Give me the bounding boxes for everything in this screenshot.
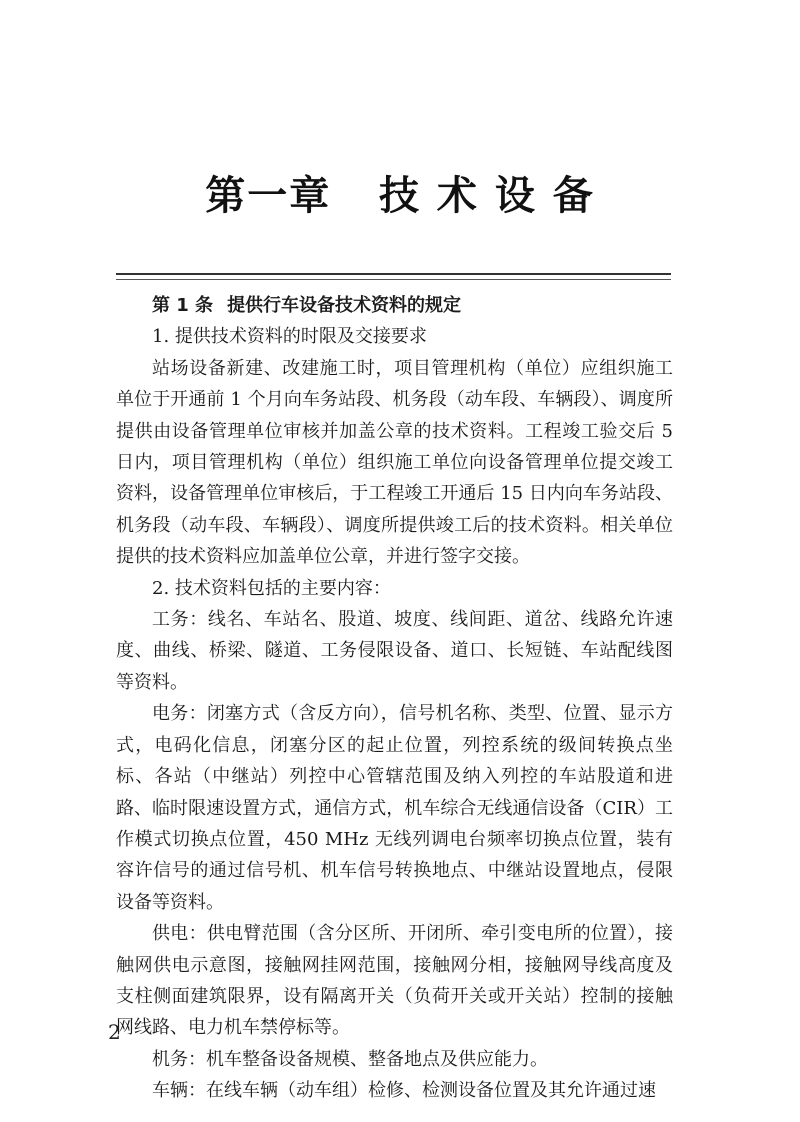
paragraph-vehicles: 车辆：在线车辆（动车组）检修、检测设备位置及其允许通过速 — [152, 1080, 656, 1102]
article-heading — [116, 290, 673, 321]
paragraph-submission: 站场设备新建、改建施工时，项目管理机构（单位）应组织施工单位于开通前 1 个月向车务站段、机务段（动车段、车辆段）、调度所提供由设备管理单位审核并加盖公章的技术资料。工程竣工验交后 5 日内，项目管理机构（单位）组织施工单位向设备管理单位提交竣工资料，设备管理单位审核后，于工程竣工开通后 15 日内向车务站段、机务段（动车段、车辆段）、调度所提供竣工后的技术资料。相关单位提供的技术资料应加盖单位公章，并进行签字交接。 — [116, 357, 673, 568]
chapter-title: 第一章 技 术 设 备 — [205, 173, 595, 219]
paragraph-track-works: 工务：线名、车站名、股道、坡度、线间距、道岔、线路允许速度、曲线、桥梁、隧道、工务侵限设备、道口、长短链、车站配线图等资料。 — [116, 609, 673, 693]
paragraph-signaling: 电务：闭塞方式（含反方向），信号机名称、类型、位置、显示方式，电码化信息，闭塞分区的起止位置，列控系统的级间转换点坐标、各站（中继站）列控中心管辖范围及纳入列控的车站股道和进路、临时限速设置方式，通信方式，机车综合无线通信设备（CIR）工作模式切换点位置，450 MHz 无线列调电台频率切换点位置，装有容许信号的通过信号机、机车信号转换地点、中继站设置地点，侵限设备等资料。 — [116, 703, 673, 913]
paragraph-power-supply: 供电：供电臂范围（含分区所、开闭所、牵引变电所的位置），接触网供电示意图，接触网挂网范围，接触网分相，接触网导线高度及支柱侧面建筑限界，设有隔离开关（负荷开关或开关站）控制的接触网线路、电力机车禁停标等。 — [116, 923, 673, 1039]
paragraph-locomotive: 机务：机车整备设备规模、整备地点及供应能力。 — [152, 1048, 548, 1070]
article-number: 第 1 条 — [152, 295, 214, 316]
article-title: 提供行车设备技术资料的规定 — [227, 295, 462, 316]
title-rule-thin — [116, 279, 671, 280]
body-text — [116, 290, 673, 1107]
subsection-heading-1: 1. 提供技术资料的时限及交接要求 — [152, 326, 427, 348]
page-number: 2 — [108, 1020, 121, 1044]
title-rule-thick — [116, 273, 671, 275]
subsection-heading-2: 2. 技术资料包括的主要内容： — [152, 577, 391, 599]
